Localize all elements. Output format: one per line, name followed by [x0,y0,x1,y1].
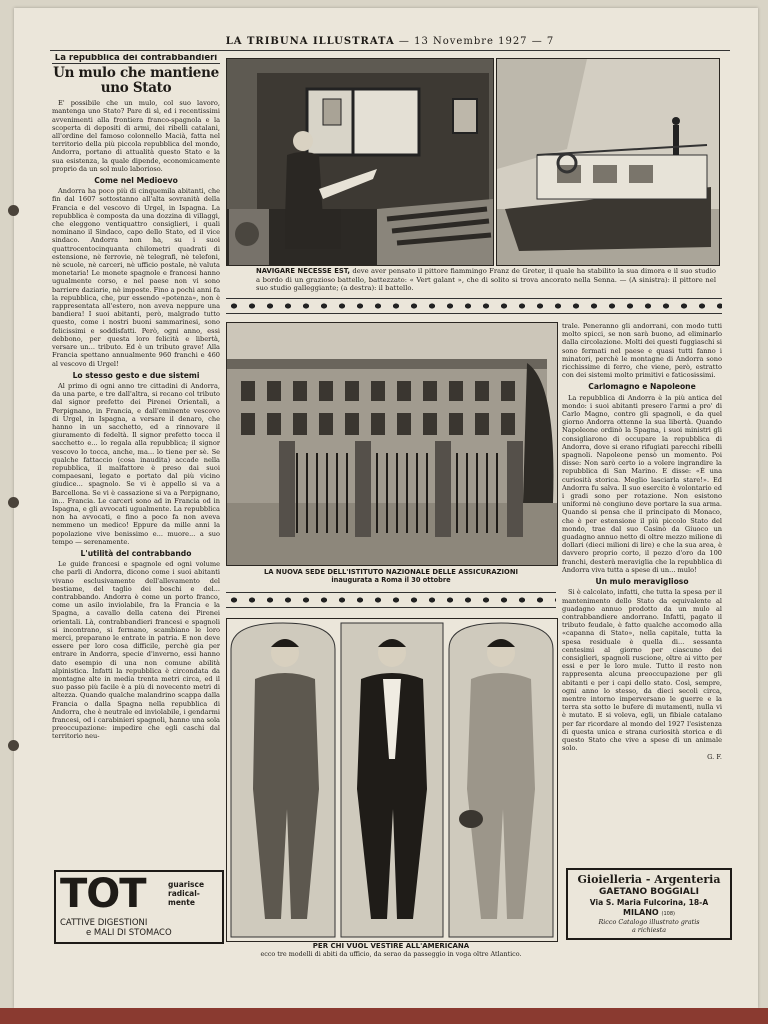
caption-lead: NAVIGARE NECESSE EST, [256,267,350,275]
caption-title: PER CHI VUOL VESTIRE ALL'AMERICANA [312,942,470,950]
section-title: Come nel Medioevo [94,176,178,186]
caption-subtitle: ecco tre modelli di abiti da ufficio, da serao da passeggio in voga oltre Atlantico. [260,950,522,958]
advertisement-boggiali [566,868,732,940]
article-headline: Un mulo che mantiene uno Stato [53,65,219,97]
suits-illustration [227,619,557,941]
page-header: LA TRIBUNA ILLUSTRATA — 13 Novembre 1927 — 7 [50,36,730,51]
ornamental-border [226,298,722,314]
ad-city-code: (108) [661,911,675,917]
ad-city: MILANO [623,908,659,917]
article-kicker: La repubblica dei contrabbandieri [52,54,220,64]
ad-note: Ricco Catalogo illustrato gratis [598,918,700,926]
masthead: LA TRIBUNA ILLUSTRATA [225,36,395,47]
photo-boat [496,58,720,266]
right-article [562,322,722,842]
photo-mid-caption [226,568,556,584]
caption-title: LA NUOVA SEDE DELL'ISTITUTO NAZIONALE DELLE ASSICURAZIONI [263,568,519,576]
painter-studio-illustration [227,59,493,265]
ad-bottom-line: CATTIVE DIGESTIONI [60,918,148,928]
boat-illustration [497,59,719,265]
page-number: 7 [546,36,555,47]
ad-side-text: guarisce radical-mente [168,880,205,907]
ad-title: Gioielleria - Argenteria [577,873,721,886]
advertisement-tot [54,870,224,944]
ad-brand: TOT [60,871,146,917]
section-text: Si è calcolato, infatti, che tutta la spesa per il mantenimento dello Stato da equivalente al guadagno annuo prodotto da un mulo al contrabbandiere andorrano. Infatti, pagato il tributo feudale, è fatto qualche accomodo alla «capanna di Stato», nella capitale, tutta la spesa residuale è quella di... sessanta centesimi al giorno per ciascuno dei consiglieri, spagnoli ruscione, oltre ai vitto per essi e per le loro mule. Tutto il resto non rappresenta alcuna preoccupazione per gli abitanti e per i capi dello stato. Così, sempre, ogni anno lo stesso, da dieci secoli circa, mentre intorno imperversano le guerre e la terra sta sotto le bufere di mutamenti, nulla vi è mutato. E si voleva, egli, un fibiale catalano per far ricordare al mondo del 1927 l'esistenza di questa unica e strana curiosità storica e di questo Stato che vive a spese di un animale solo. [562,588,722,753]
issue-date: 13 Novembre 1927 [414,36,528,47]
photo-top-caption [256,267,716,293]
section-title: Lo stesso gesto e due sistemi [72,370,200,380]
ad-bottom-line: e MALI DI STOMACO [86,928,172,938]
photo-institute-building [226,322,558,566]
article-intro: E' possibile che un mulo, col suo lavoro, mantenga uno Stato? Pare di sì, ed i recentissimi avvenimenti alla frontiera franco-spagnola e la scoperta di depositi di armi, dei ribelli catalani, all'ordine del famoso colonnello Macià, fatta nel territorio della più piccola repubblica del mondo, Andorra, portano di attualità questo Stato e la sua esistenza, la quale dipende, economicamente proprio da un sol mulo laborioso. [52,99,220,173]
binding-hole [8,497,19,508]
ad-note: a richiesta [631,925,667,934]
left-article [52,54,220,864]
table-surface [0,1008,768,1024]
section-title: Carlomagno e Napoleone [588,382,696,392]
section-title: L'utilità del contrabbando [80,548,192,558]
photo-bottom-caption [226,942,556,958]
photo-painter-studio [226,58,494,266]
section-title: Un mulo meraviglioso [595,577,689,587]
ad-name: GAETANO BOGGIALI [599,887,699,897]
article-signature: G. F. [707,753,722,762]
photo-american-suits [226,618,558,942]
ornamental-border [226,592,556,608]
article-continuation: trale. Peneranno gli andorrani, con modo tutti molto spicci, se non sarà buono, ad eliminarlo dalla circolazione. Molti dei questi fuggiaschi si sono fermati nel paese e quasi tutti fanno i minatori, perchè le montagne di Andorra sono ricchissime di ferro, che viene, però, estratto con dei sistemi molto primitivi e faticosissimi. [562,322,722,380]
section-text: Andorra ha poco più di cinquemila abitanti, che fin dal 1607 sottostanno all'alta sovranità della Francia e del vescovo di Urgel, in Ispagna. La repubblica è composta da una dozzina di villaggi, che eleggono ventiquattro consiglieri, i quali nominano il Sindaco, capo dello Stato, ed il vice sindaco. Andorra non ha, su i suoi quattrocentocinquanta chilometri quadrati di estensione, nè ferrovie, nè telegrafi, nè telefoni, nè scuole, nè carceri, nè ufficio postale, nè valuta monetaria! Le monete spagnole e francesi hanno ugualmente corso, e nel paese non vi sono barriere daziarie, nè imposte. Fino a pochi anni fa la repubblica, che, pur essendo «potenza», non è rappresentata all'estero, non aveva neppure una bandiera! I suoi abitanti, però, malgrado tutto questo, come i nostri buoni sammarinesi, sono felicissimi e soddisfatti. Però, ogni anno, essi debbono, per questa loro felicità e libertà, versare un... tributo. Ed è un tributo grave! Alla Francia spettano annualmente 960 franchi e 460 al vescovo di Urgel! [52,187,220,368]
ad-address: Via S. Maria Fulcorina, 18-A [589,898,709,907]
section-text: Le guide francesi e spagnole ed ogni volume che parli di Andorra, dicono come i suoi abitanti vivano esclusivamente dell'allevamento del bestiame, del taglio dei boschi e del... contrabbando. Andorra è come un porto franco, come un asilo inviolabile, fra la Francia e la Spagna, a cavallo della catena dei Pirenei orientali. Là, contrabbandieri francesi e spagnoli si incontrano, si fermano, scambiano le loro merci, preparano le entrate in patria. E non deve essere per loro cosa difficile, perchè gia per entrare in Andorra, specie d'inverno, essi hanno dato esempio di una non comune abilità alpinistica. Infatti la repubblica è circondata da montagne alte in media trenta metri circa, ed il suo passo più facile è a più di novecento metri di altezza. Quando qualche malandrino scappa dalla Francia o dalla Spagna nella repubblica di Andorra, che è neutrale ed inviolabile, i gendarmi francesi, od i carabinieri spagnoli, hanno una sola preoccupazione: impedire che egli caschi dal territorio neu- [52,560,220,741]
caption-subtitle: inaugurata a Roma il 30 ottobre [331,576,451,584]
caption-text: deve aver pensato il pittore fiammingo Franz de Greter, il quale ha stabilito la sua dimora e il suo studio a bordo di un grazioso battello, battezzato: « Vert galant », che di solito si trova ancorato nella Senna. — (A sinistra): il pittore nel suo studio galleggiante; (a destra): il battello. [256,267,716,292]
building-illustration [227,323,557,565]
binding-hole [8,205,19,216]
binding-hole [8,740,19,751]
section-text: La repubblica di Andorra è la più antica del mondo: i suoi abitanti presero l'armi a pro' di Carlo Magno, contro gli spagnoli, e da quel giorno Andorra ottenne la sua libertà. Quando Napoleone ordinò la Spagna, i suoi ministri gli consigliarono di occupare la repubblica di Andorra, dove si erano rifugiati parecchi ribelli spagnoli. Napoleone pensò un momento. Poi disse: Non sarò certo io a volere ingrandire la repubblica di San Marino. E disse: «È una curiosità storica. Meglio lasciarla stare!». Ed Andorra fu salva. Il suo esercito è volontario ed i gradi sono per rotazione. Non esistono uniformi nè congiuno deve portare la sua arma. Quando si pensa che il principato di Monaco, che è per estensione il più piccolo Stato del mondo, trae dal suo Casinò da Giuoco un guadagno annuo netto di oltre mezzo milione di dollari (dieci milioni di lire) e che la sua area, è davvero proprio corto, il pezzo d'oro da 100 franchi, desterà meraviglia che la repubblica di Andorra viva tutta a spese di un... mulo! [562,393,722,574]
section-text: Al primo di ogni anno tre cittadini di Andorra, da una parte, e tre dall'altra, si recano col tributo dal signor prefetto dei Pirenei Orientali, a Perpignano, in Francia, e dall'eminente vescovo di Urgel, in Ispagna, a versare il denaro, che hanno in un sacchetto, ed a rinnovare il giuramento di fedeltà. Il signor prefetto tocca il sacchetto e... lo regala alla repubblica; il signor vescovo lo tocca, anche, ma... lo tiene per sè. Se qualche fattaccio (cosa inaudita) accade nella repubblica, il malfattore è preso dai suoi compaesani, legato e portato dal più vicino giudice... spagnolo. Se vi è appello si va a Barcellona. Se vi è cassazione si va a Perpignano, in... Francia. Le carceri sono ad in Francia od in Ispagna, e gli avvocati ugualmente. La repubblica non ha avvocati, e fino a poco fa non aveva nemmeno un medico! Eppure da mille anni la popolazione vive benissimo e... muore... a suo tempo — serenamente. [52,381,220,546]
